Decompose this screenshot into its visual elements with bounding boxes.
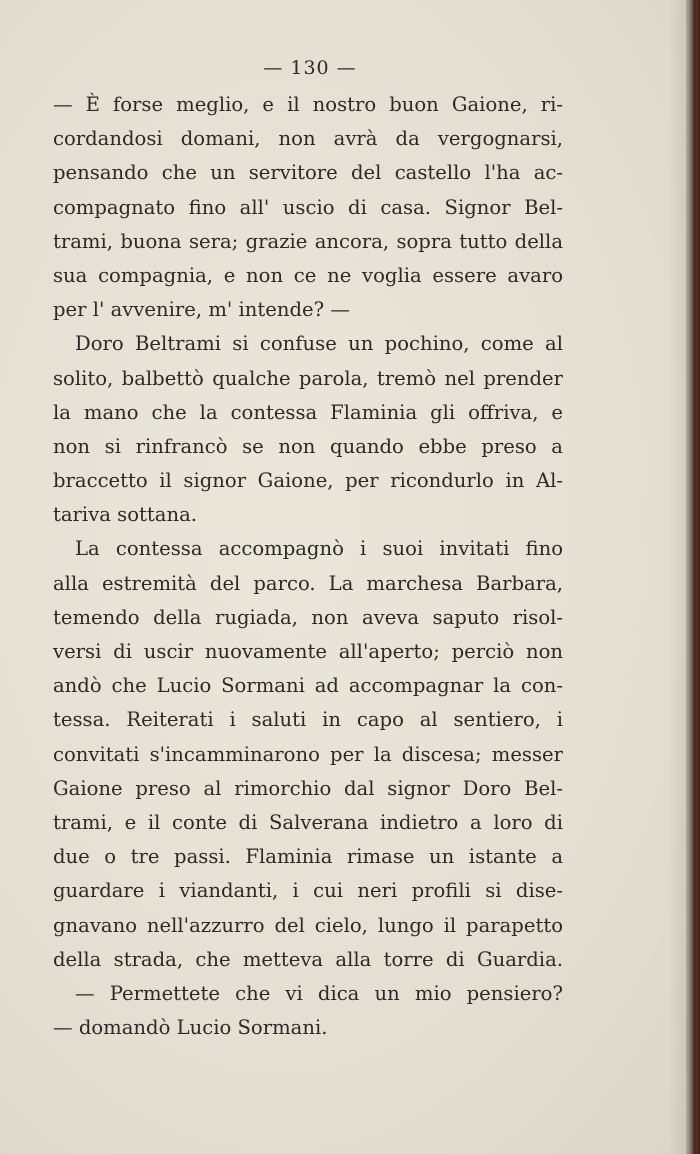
text-line: — Permettete che vi dica un mio pensiero?: [75, 981, 563, 1005]
page-edge: [686, 0, 700, 1154]
text-line: per l' avvenire, m' intende? —: [53, 298, 350, 322]
text-line: della strada, che metteva alla torre di Guardia.: [53, 947, 563, 971]
text-line: temendo della rugiada, non aveva saputo risol-: [53, 605, 563, 629]
text-line: due o tre passi. Flaminia rimase un istante a: [53, 845, 563, 869]
text-line: andò che Lucio Sormani ad accompagnar la con-: [53, 674, 563, 698]
text-line: compagnato fino all' uscio di casa. Signor Bel-: [53, 195, 563, 219]
text-line: — domandò Lucio Sormani.: [53, 1016, 328, 1040]
text-line: trami, buona sera; grazie ancora, sopra tutto della: [53, 229, 563, 253]
text-line: convitati s'incamminarono per la discesa; messer: [53, 742, 563, 766]
text-line: braccetto il signor Gaione, per ricondurlo in Al-: [53, 469, 563, 493]
text-line: la mano che la contessa Flaminia gli offriva, e: [53, 400, 563, 424]
text-line: solito, balbettò qualche parola, tremò nel prender: [53, 366, 563, 390]
body-text: [53, 88, 563, 1045]
page-gutter-shadow: [668, 0, 686, 1154]
text-line: La contessa accompagnò i suoi invitati fino: [75, 537, 563, 561]
text-line: pensando che un servitore del castello l'ha ac-: [53, 161, 563, 185]
text-line: alla estremità del parco. La marchesa Barbara,: [53, 571, 563, 595]
text-line: sua compagnia, e non ce ne voglia essere avaro: [53, 263, 563, 287]
text-line: tariva sottana.: [53, 503, 197, 527]
text-line: trami, e il conte di Salverana indietro a loro di: [53, 810, 563, 834]
text-line: gnavano nell'azzurro del cielo, lungo il parapetto: [53, 913, 563, 937]
text-line: versi di uscir nuovamente all'aperto; perciò non: [53, 640, 563, 663]
text-line: Doro Beltrami si confuse un pochino, come al: [75, 332, 563, 356]
text-line: guardare i viandanti, i cui neri profili si dise-: [53, 879, 563, 903]
text-line: tessa. Reiterati i saluti in capo al sentiero, i: [53, 708, 563, 732]
text-line: cordandosi domani, non avrà da vergognarsi,: [53, 127, 563, 151]
page-number: — 130 —: [263, 57, 357, 79]
text-line: — È forse meglio, e il nostro buon Gaione, ri-: [53, 93, 563, 116]
text-line: non si rinfrancò se non quando ebbe preso a: [53, 434, 563, 458]
text-line: Gaione preso al rimorchio dal signor Doro Bel-: [53, 776, 563, 800]
